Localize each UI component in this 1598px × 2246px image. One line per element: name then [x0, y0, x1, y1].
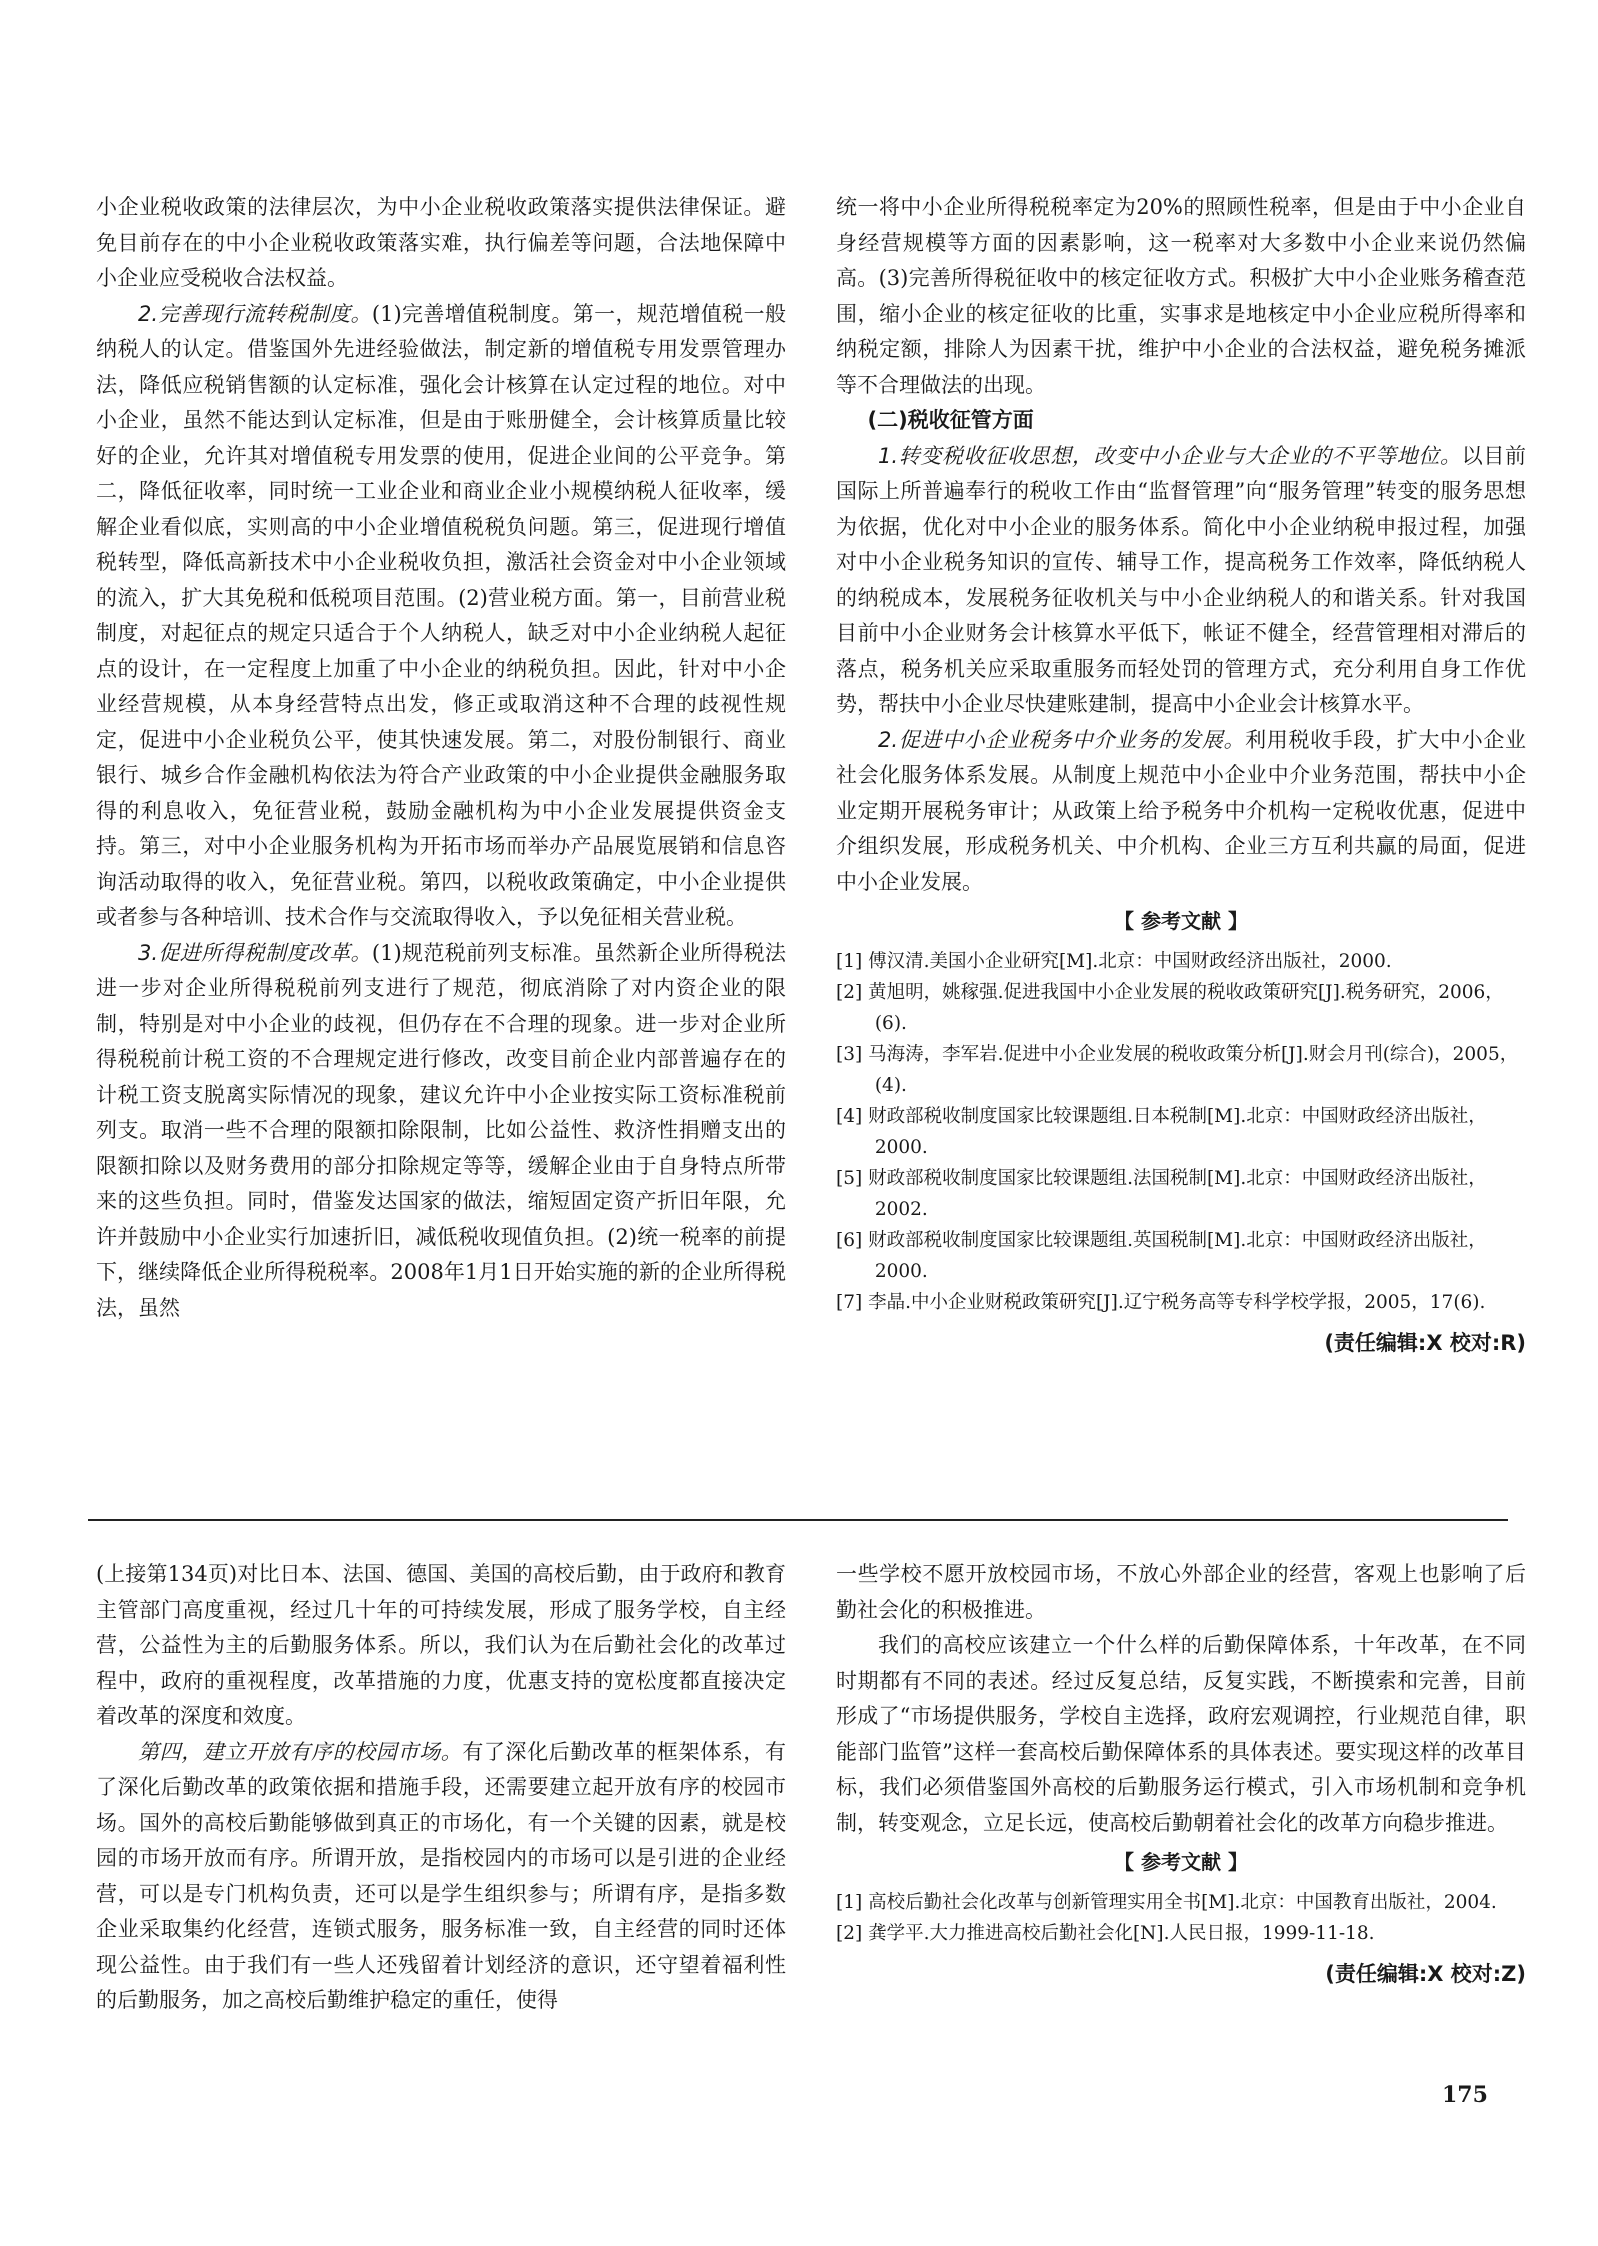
editor-note: (责任编辑:X 校对:Z) — [1325, 1961, 1526, 1986]
section-lead: 3.促进所得税制度改革。 — [138, 940, 372, 965]
section-lead: 2.促进中小企业税务中介业务的发展。 — [878, 727, 1246, 752]
paragraph: 一些学校不愿开放校园市场，不放心外部企业的经营，客观上也影响了后勤社会化的积极推进。 — [836, 1562, 1526, 1622]
section-text: 利用税收手段，扩大中小企业社会化服务体系发展。从制度上规范中小企业中介业务范围，帮扶中小企业定期开展税务审计；从政策上给予税务中介机构一定税收优惠，促进中介组织发展，形成税务机关、中介机构、企业三方互利共赢的局面，促进中小企业发展。 — [836, 727, 1526, 894]
reference-item: [2] 龚学平.大力推进高校后勤社会化[N].人民日报，1999-11-18. — [836, 1922, 1375, 1944]
reference-item: [5] 财政部税收制度国家比较课题组.法国税制[M].北京：中国财政经济出版社，2002. — [836, 1167, 1487, 1220]
paragraph — [836, 723, 1526, 901]
paragraph: 小企业税收政策的法律层次，为中小企业税收政策落实提供法律保证。避免目前存在的中小企业税收政策落实难，执行偏差等问题，合法地保障中小企业应受税收合法权益。 — [96, 195, 786, 290]
reference-item: [1] 傅汉清.美国小企业研究[M].北京：中国财政经济出版社，2000. — [836, 950, 1392, 972]
section-text: (1)规范税前列支标准。虽然新企业所得税法进一步对企业所得税税前列支进行了规范，彻底消除了对内资企业的限制，特别是对中小企业的歧视，但仍存在不合理的现象。进一步对企业所得税税前计税工资的不合理规定进行修改，改变目前企业内部普遍存在的计税工资支脱离实际情况的现象，建议允许中小企业按实际工资标准税前列支。取消一些不合理的限额扣除限制，比如公益性、救济性捐赠支出的限额扣除以及财务费用的部分扣除规定等等，缓解企业由于自身特点所带来的这些负担。同时，借鉴发达国家的做法，缩短固定资产折旧年限，允许并鼓励中小企业实行加速折旧，减低税收现值负担。(2)统一税率的前提下，继续降低企业所得税税率。2008年1月1日开始实施的新的企业所得税法，虽然 — [96, 940, 786, 1320]
references-title: 【 参考文献 】 — [1114, 1850, 1248, 1874]
article-divider — [88, 1519, 1508, 1521]
page-number: 175 — [1442, 2082, 1488, 2108]
section-heading: (二)税收征管方面 — [867, 408, 1034, 432]
paragraph — [836, 439, 1526, 723]
section-text: (1)完善增值税制度。第一，规范增值税一般纳税人的认定。借鉴国外先进经验做法，制定新的增值税专用发票管理办法，降低应税销售额的认定标准，强化会计核算在认定过程的地位。对中小企业，虽然不能达到认定标准，但是由于账册健全，会计核算质量比较好的企业，允许其对增值税专用发票的使用，促进企业间的公平竞争。第二，降低征收率，同时统一工业企业和商业企业小规模纳税人征收率，缓解企业看似底，实则高的中小企业增值税税负问题。第三，促进现行增值税转型，降低高新技术中小企业税收负担，激活社会资金对中小企业领域的流入，扩大其免税和低税项目范围。(2)营业税方面。第一，目前营业税制度，对起征点的规定只适合于个人纳税人，缺乏对中小企业纳税人起征点的设计，在一定程度上加重了中小企业的纳税负担。因此，针对中小企业经营规模，从本身经营特点出发，修正或取消这种不合理的歧视性规定，促进中小企业税负公平，使其快速发展。第二，对股份制银行、商业银行、城乡合作金融机构依法为符合产业政策的中小企业提供金融服务取得的利息收入，免征营业税，鼓励金融机构为中小企业发展提供资金支持。第三，对中小企业服务机构为开拓市场而举办产品展览展销和信息咨询活动取得的收入，免征营业税。第四，以税收政策确定，中小企业提供或者参与各种培训、技术合作与交流取得收入，予以免征相关营业税。 — [96, 301, 786, 929]
references-list — [836, 1887, 1526, 1949]
upper-left-column — [96, 190, 786, 1326]
references-title: 【 参考文献 】 — [1114, 909, 1248, 933]
reference-item: [3] 马海涛，李军岩.促进中小企业发展的税收政策分析[J].财会月刊(综合)，2005，(4). — [836, 1043, 1519, 1096]
paragraph: (上接第134页)对比日本、法国、德国、美国的高校后勤，由于政府和教育主管部门高度重视，经过几十年的可持续发展，形成了服务学校，自主经营，公益性为主的后勤服务体系。所以，我们认为在后勤社会化的改革过程中，政府的重视程度，改革措施的力度，优惠支持的宽松度都直接决定着改革的深度和效度。 — [96, 1562, 786, 1728]
reference-item: [7] 李晶.中小企业财税政策研究[J].辽宁税务高等专科学校学报，2005，17(6). — [836, 1291, 1486, 1313]
editor-note: (责任编辑:X 校对:R) — [1324, 1330, 1526, 1355]
paragraph: 我们的高校应该建立一个什么样的后勤保障体系，十年改革，在不同时期都有不同的表述。经过反复总结，反复实践，不断摸索和完善，目前形成了“市场提供服务，学校自主选择，政府宏观调控，行业规范自律，职能部门监管”这样一套高校后勤保障体系的具体表述。要实现这样的改革目标，我们必须借鉴国外高校的后勤服务运行模式，引入市场机制和竞争机制，转变观念，立足长远，使高校后勤朝着社会化的改革方向稳步推进。 — [836, 1633, 1526, 1835]
upper-right-column — [836, 190, 1526, 1361]
section-lead: 第四，建立开放有序的校园市场。 — [138, 1739, 463, 1764]
section-lead: 2.完善现行流转税制度。 — [138, 301, 372, 326]
reference-item: [6] 财政部税收制度国家比较课题组.英国税制[M].北京：中国财政经济出版社，2000. — [836, 1229, 1487, 1282]
reference-item: [4] 财政部税收制度国家比较课题组.日本税制[M].北京：中国财政经济出版社，2000. — [836, 1105, 1487, 1158]
paragraph: 统一将中小企业所得税税率定为20%的照顾性税率，但是由于中小企业自身经营规模等方面的因素影响，这一税率对大多数中小企业来说仍然偏高。(3)完善所得税征收中的核定征收方式。积极扩大中小企业账务稽查范围，缩小企业的核定征收的比重，实事求是地核定中小企业应税所得率和纳税定额，排除人为因素干扰，维护中小企业的合法权益，避免税务摊派等不合理做法的出现。 — [836, 195, 1526, 397]
section-text: 以目前国际上所普遍奉行的税收工作由“监督管理”向“服务管理”转变的服务思想为依据，优化对中小企业的服务体系。简化中小企业纳税申报过程，加强对中小企业税务知识的宣传、辅导工作，提高税务工作效率，降低纳税人的纳税成本，发展税务征收机关与中小企业纳税人的和谐关系。针对我国目前中小企业财务会计核算水平低下，帐证不健全，经营管理相对滞后的落点，税务机关应采取重服务而轻处罚的管理方式，充分利用自身工作优势，帮扶中小企业尽快建账建制，提高中小企业会计核算水平。 — [836, 443, 1526, 716]
lower-left-column — [96, 1557, 786, 2019]
lower-right-column — [836, 1557, 1526, 1992]
references-list — [836, 946, 1526, 1318]
paragraph — [96, 1735, 786, 2019]
section-lead: 1.转变税收征收思想，改变中小企业与大企业的不平等地位。 — [878, 443, 1462, 468]
paragraph — [96, 936, 786, 1327]
section-text: 有了深化后勤改革的框架体系，有了深化后勤改革的政策依据和措施手段，还需要建立起开放有序的校园市场。国外的高校后勤能够做到真正的市场化，有一个关键的因素，就是校园的市场开放而有序。所谓开放，是指校园内的市场可以是引进的企业经营，可以是专门机构负责，还可以是学生组织参与；所谓有序，是指多数企业采取集约化经营，连锁式服务，服务标准一致，自主经营的同时还体现公益性。由于我们有一些人还残留着计划经济的意识，还守望着福利性的后勤服务，加之高校后勤维护稳定的重任，使得 — [96, 1739, 787, 2012]
reference-item: [2] 黄旭明，姚稼强.促进我国中小企业发展的税收政策研究[J].税务研究，2006，(6). — [836, 981, 1504, 1034]
paragraph — [96, 297, 786, 936]
reference-item: [1] 高校后勤社会化改革与创新管理实用全书[M].北京：中国教育出版社，2004. — [836, 1891, 1497, 1913]
